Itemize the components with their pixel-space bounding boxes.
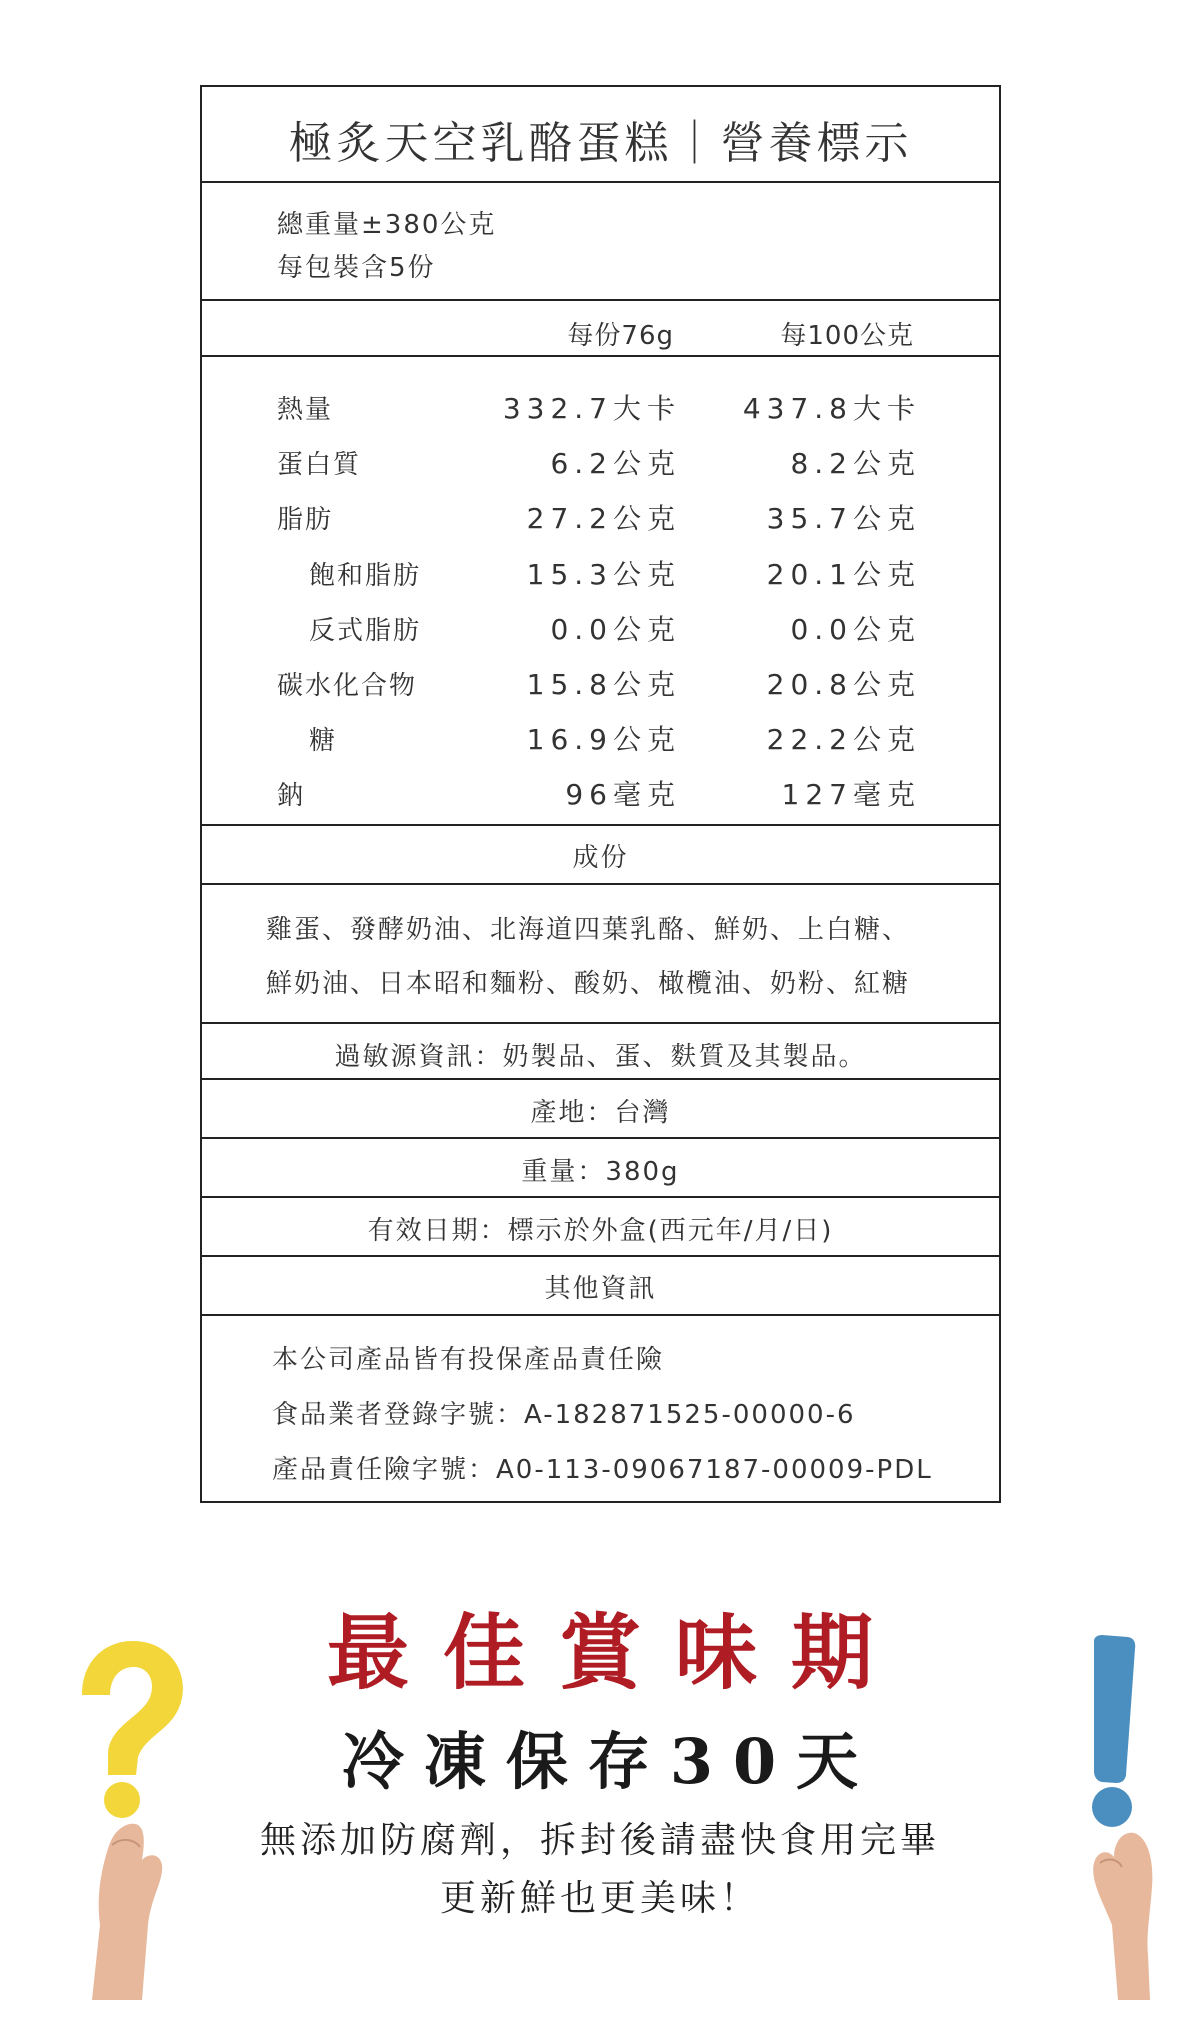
divider: [202, 1137, 999, 1139]
ingredients-line-2: 鮮奶油、日本昭和麵粉、酸奶、橄欖油、奶粉、紅糖: [266, 969, 911, 999]
liability-insurance-number: 產品責任險字號：A0-113-09067187-00009-PDL: [272, 1455, 933, 1485]
divider: [202, 299, 999, 301]
nutrient-value-per-100g: 22.2公克: [766, 723, 921, 756]
insurance-statement: 本公司產品皆有投保產品責任險: [272, 1345, 665, 1375]
servings-per-package: 每包裝含5份: [277, 253, 436, 283]
nutrient-label: 脂肪: [277, 505, 334, 535]
nutrient-label: 鈉: [277, 781, 306, 811]
total-weight: 總重量±380公克: [277, 210, 497, 240]
nutrient-value-per-serving: 96毫克: [565, 778, 681, 811]
nutrient-value-per-serving: 15.8公克: [526, 668, 681, 701]
ingredients-heading: 成份: [572, 843, 629, 873]
divider: [202, 181, 999, 183]
nutrient-label: 熱量: [277, 395, 334, 425]
label-title: 極炙天空乳酪蛋糕｜營養標示: [288, 118, 913, 169]
nutrient-value-per-100g: 437.8大卡: [742, 392, 921, 425]
nutrient-value-per-100g: 20.8公克: [766, 668, 921, 701]
nutrition-label: [200, 85, 1001, 1503]
divider: [202, 1196, 999, 1198]
ingredients-line-1: 雞蛋、發酵奶油、北海道四葉乳酪、鮮奶、上白糖、: [266, 915, 911, 945]
divider: [202, 355, 999, 357]
nutrient-value-per-100g: 8.2公克: [790, 447, 921, 480]
divider: [202, 883, 999, 885]
nutrient-value-per-100g: 20.1公克: [766, 558, 921, 591]
nutrient-label: 蛋白質: [277, 450, 362, 480]
divider: [202, 1078, 999, 1080]
best-before-title: 最佳賞味期: [326, 1605, 907, 1701]
nutrient-value-per-serving: 27.2公克: [526, 502, 681, 535]
nutrient-value-per-serving: 16.9公克: [526, 723, 681, 756]
nutrient-label: 飽和脂肪: [309, 561, 422, 591]
no-preservatives-note: 無添加防腐劑，拆封後請盡快食用完畢: [259, 1820, 940, 1861]
divider: [202, 1255, 999, 1257]
nutrient-value-per-serving: 15.3公克: [526, 558, 681, 591]
nutrient-value-per-serving: 6.2公克: [550, 447, 681, 480]
nutrient-label: 反式脂肪: [309, 616, 422, 646]
registration-number: 食品業者登錄字號：A-182871525-00000-6: [272, 1400, 856, 1430]
nutrient-value-per-100g: 35.7公克: [766, 502, 921, 535]
divider: [202, 824, 999, 826]
nutrient-label: 碳水化合物: [277, 671, 418, 701]
net-weight: 重量：380g: [521, 1157, 680, 1187]
allergen-info: 過敏源資訊：奶製品、蛋、麩質及其製品。: [334, 1042, 867, 1072]
origin: 產地：台灣: [530, 1098, 671, 1128]
nutrient-value-per-100g: 0.0公克: [790, 613, 921, 646]
nutrient-value-per-serving: 0.0公克: [550, 613, 681, 646]
divider: [202, 1314, 999, 1316]
question-mark-hand-icon: [30, 1625, 210, 2000]
divider: [202, 1022, 999, 1024]
nutrient-value-per-serving: 332.7大卡: [502, 392, 681, 425]
exclamation-mark-hand-icon: [1030, 1625, 1180, 2000]
expiry-date: 有效日期：標示於外盒(西元年/月/日): [367, 1216, 834, 1246]
column-per-100g: 每100公克: [780, 321, 914, 351]
other-info-heading: 其他資訊: [544, 1274, 657, 1304]
column-per-serving: 每份76g: [567, 321, 674, 351]
freshness-note: 更新鮮也更美味！: [439, 1878, 760, 1919]
nutrient-value-per-100g: 127毫克: [781, 778, 921, 811]
frozen-storage-subtitle: 冷凍保存30天: [341, 1725, 879, 1798]
nutrient-label: 糖: [309, 726, 338, 756]
